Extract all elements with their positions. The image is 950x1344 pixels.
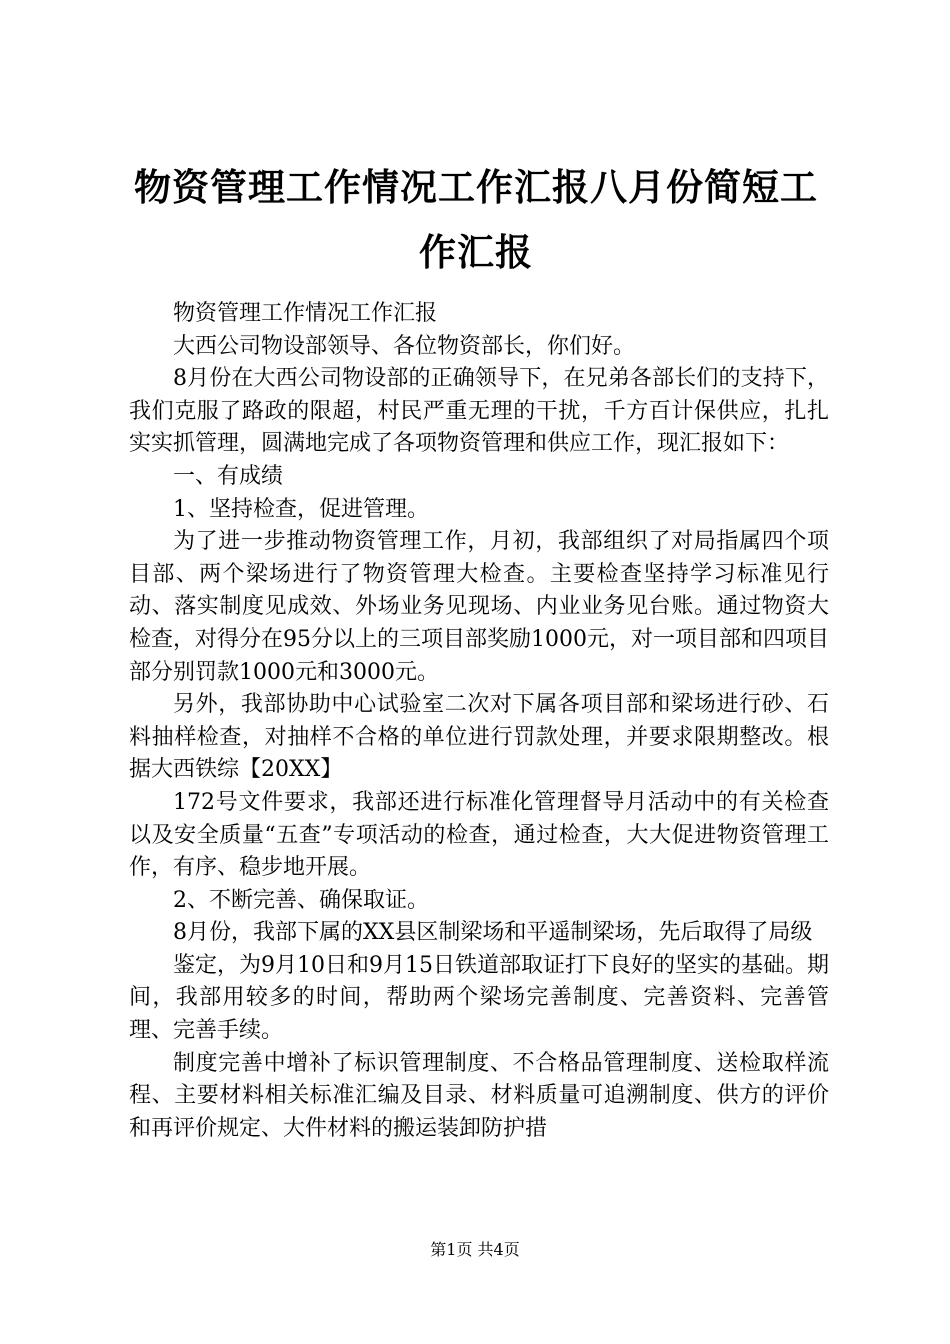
subsection-heading: 2、不断完善、确保取证。 [173,887,429,913]
paragraph: 8月份，我部下属的XX县区制梁场和平遥制梁场，先后取得了局级 [173,920,813,946]
section-heading: 一、有成绩 [173,463,284,489]
paragraph: 制度完善中增补了标识管理制度、不合格品管理制度、送检取样流程、主要材料相关标准汇编及目录、材料质量可追溯制度、供方的评价和再评价规定、大件材料的搬运装卸防护措 [129,1050,829,1141]
paragraph: 为了进一步推动物资管理工作，月初，我部组织了对局指属四个项目部、两个梁场进行了物资管理大检查。主要检查坚持学习标准见行动、落实制度见成效、外场业务见现场、内业业务见台账。通过物资大检查，对得分在95分以上的三项目部奖励1000元，对一项目部和四项目部分别罚款1000元和3000元。 [129,529,829,685]
paragraph: 172号文件要求，我部还进行标准化管理督导月活动中的有关检查以及安全质量“五查”专项活动的检查，通过检查，大大促进物资管理工作，有序、稳步地开展。 [129,789,829,881]
paragraph: 8月份在大西公司物设部的正确领导下，在兄弟各部长们的支持下，我们克服了路政的限超，村民严重无理的干扰，千方百计保供应，扎扎实实抓管理，圆满地完成了各项物资管理和供应工作，现汇报如下： [129,366,829,457]
subsection-heading: 1、坚持检查，促进管理。 [173,496,429,522]
document-title: 物资管理工作情况工作汇报八月份简短工作汇报 [134,165,818,274]
paragraph: 鉴定，为9月10日和9月15日铁道部取证打下良好的坚实的基础。期间，我部用较多的时间，帮助两个梁场完善制度、完善资料、完善管理、完善手续。 [129,952,829,1044]
page-footer: 第1页 共4页 [430,1240,520,1259]
paragraph: 大西公司物设部领导、各位物资部长，你们好。 [173,333,636,359]
paragraph: 另外，我部协助中心试验室二次对下属各项目部和梁场进行砂、石料抽样检查，对抽样不合格的单位进行罚款处理，并要求限期整改。根据大西铁综【20XX】 [129,692,829,783]
paragraph: 物资管理工作情况工作汇报 [173,301,438,326]
document-body [129,298,829,1145]
